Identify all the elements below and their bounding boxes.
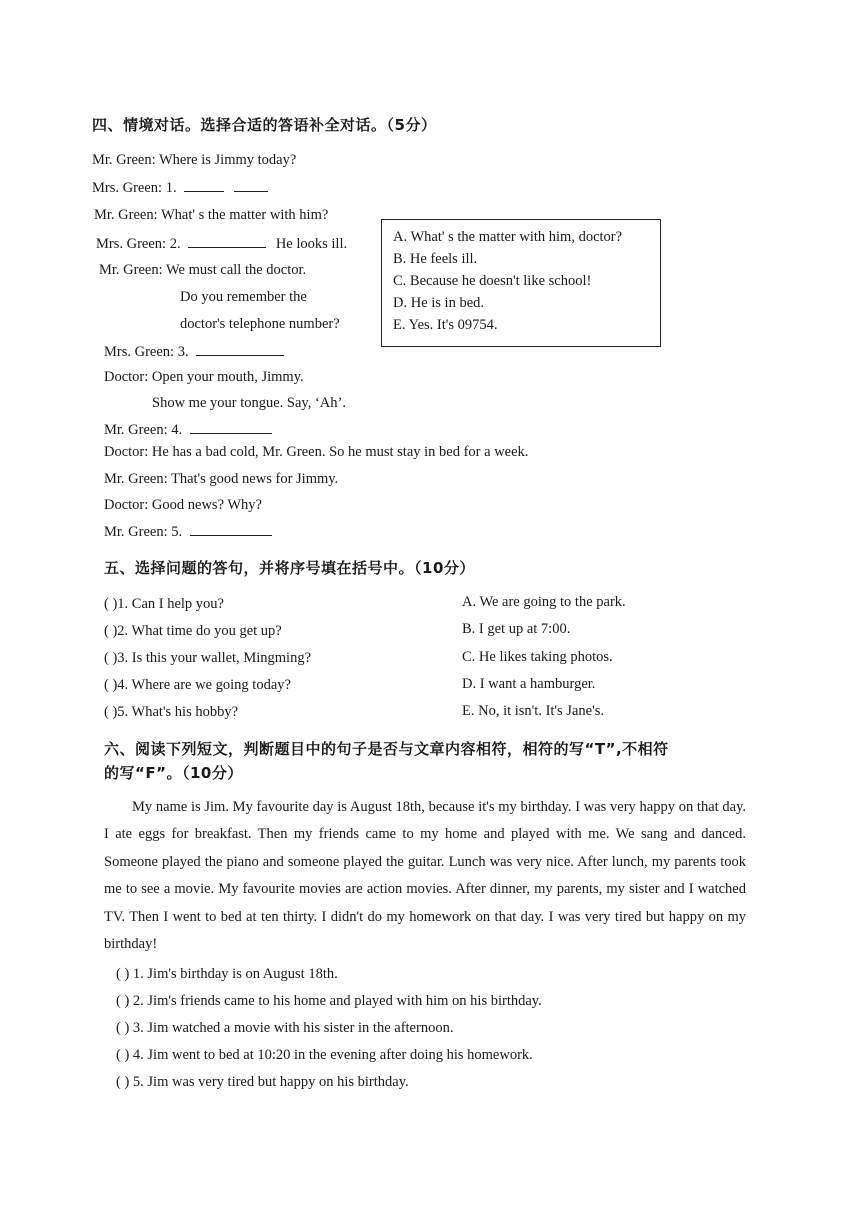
dialogue-text: Mrs. Green: 1. [92, 180, 177, 196]
answer-blank-4[interactable] [190, 421, 272, 434]
answer-blank-5[interactable] [190, 523, 272, 536]
reading-passage [104, 794, 746, 958]
option-a: A. What' s the matter with him, doctor? [393, 229, 623, 245]
statement-item[interactable]: ( ) 5. Jim was very tired but happy on his birthday. [116, 1074, 409, 1090]
section5-heading: 五、选择问题的答句，并将序号填在括号中。（10分） [104, 559, 475, 577]
answer-blank-3[interactable] [196, 343, 284, 356]
dialogue-line [104, 523, 272, 541]
answer-item: D. I want a hamburger. [462, 676, 596, 692]
section6-heading-line1: 六、阅读下列短文，判断题目中的句子是否与文章内容相符，相符的写“T”,不相符 [104, 740, 669, 758]
dialogue-text: He looks ill. [275, 236, 348, 252]
dialogue-line: Doctor: Good news? Why? [104, 497, 262, 513]
dialogue-line: Doctor: He has a bad cold, Mr. Green. So he must stay in bed for a week. [104, 444, 529, 460]
answer-item: C. He likes taking photos. [462, 649, 613, 665]
dialogue-text: Mrs. Green: 3. [104, 344, 189, 360]
dialogue-line [92, 179, 268, 197]
question-item[interactable]: ( )5. What's his hobby? [104, 704, 239, 720]
dialogue-line: Mr. Green: What' s the matter with him? [94, 207, 329, 223]
statement-item[interactable]: ( ) 2. Jim's friends came to his home and played with him on his birthday. [116, 993, 542, 1009]
options-box [381, 219, 661, 347]
statement-item[interactable]: ( ) 1. Jim's birthday is on August 18th. [116, 966, 338, 982]
answer-item: B. I get up at 7:00. [462, 621, 571, 637]
dialogue-line: Mr. Green: We must call the doctor. [99, 262, 307, 278]
option-b: B. He feels ill. [393, 251, 478, 267]
question-item[interactable]: ( )2. What time do you get up? [104, 623, 282, 639]
question-item[interactable]: ( )4. Where are we going today? [104, 677, 291, 693]
dialogue-line [104, 421, 272, 439]
question-item[interactable]: ( )1. Can I help you? [104, 596, 224, 612]
dialogue-line: doctor's telephone number? [180, 316, 340, 332]
section6-heading-line2: 的写“F”。（10分） [104, 764, 243, 782]
dialogue-line: Mr. Green: That's good news for Jimmy. [104, 471, 339, 487]
dialogue-text: Mr. Green: 5. [104, 524, 183, 540]
answer-blank-2[interactable] [188, 235, 266, 248]
dialogue-line: Mr. Green: Where is Jimmy today? [92, 152, 297, 168]
dialogue-text: Mr. Green: 4. [104, 422, 183, 438]
question-item[interactable]: ( )3. Is this your wallet, Mingming? [104, 650, 312, 666]
answer-item: A. We are going to the park. [462, 594, 626, 610]
passage-text: My name is Jim. My favourite day is August 18th, because it's my birthday. I was very happy on that day. I ate eggs for breakfast. Then my friends came to my home and played with me. We sang and danced. Someone played the piano and someone played the guitar. Lunch was very nice. After lunch, my parents took me to see a movie. My favourite movies are action movies. After dinner, my parents, my sister and I watched TV. Then I went to bed at ten thirty. I didn't do my homework on that day. I was very tired but happy on my birthday! [104, 799, 746, 953]
statement-item[interactable]: ( ) 4. Jim went to bed at 10:20 in the evening after doing his homework. [116, 1047, 533, 1063]
option-c: C. Because he doesn't like school! [393, 273, 592, 289]
answer-blank-1a[interactable] [184, 179, 224, 192]
dialogue-line [104, 343, 284, 361]
dialogue-line [96, 235, 347, 253]
option-d: D. He is in bed. [393, 295, 485, 311]
answer-blank-1b[interactable] [234, 179, 268, 192]
dialogue-line: Doctor: Open your mouth, Jimmy. [104, 369, 304, 385]
statement-item[interactable]: ( ) 3. Jim watched a movie with his sister in the afternoon. [116, 1020, 454, 1036]
dialogue-line: Show me your tongue. Say, ‘Ah’. [152, 395, 346, 411]
answer-item: E. No, it isn't. It's Jane's. [462, 703, 604, 719]
option-e: E. Yes. It's 09754. [393, 317, 498, 333]
dialogue-text: Mrs. Green: 2. [96, 236, 181, 252]
section4-heading: 四、情境对话。选择合适的答语补全对话。（5分） [92, 116, 437, 134]
dialogue-line: Do you remember the [180, 289, 307, 305]
